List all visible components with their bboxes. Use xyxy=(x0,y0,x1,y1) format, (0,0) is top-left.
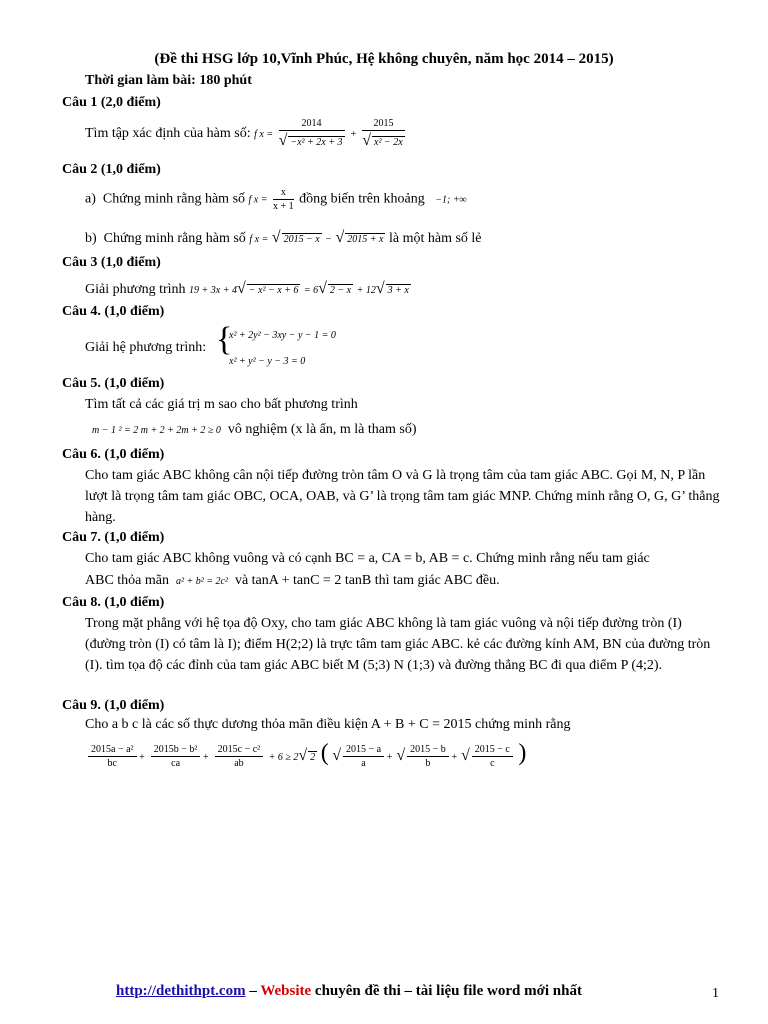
footer-website-label: Website xyxy=(260,983,312,999)
question-9-text: Cho a b c là các số thực dương thỏa mãn điều kiện A + B + C = 2015 chứng minh rằng xyxy=(85,717,571,732)
radical-1: − x² − x + 6 xyxy=(248,285,299,296)
fraction-1 xyxy=(88,744,137,769)
question-9-heading: Câu 9. (1,0 điểm) xyxy=(62,698,165,713)
question-6-heading: Câu 6. (1,0 điểm) xyxy=(62,447,165,462)
question-7-line-2 xyxy=(85,573,500,589)
question-5-formula-line xyxy=(92,422,416,438)
fraction-denominator: x + 1 xyxy=(273,201,294,212)
fraction-denominator: −x² + 2x + 3 xyxy=(290,137,343,148)
fraction-numerator: 2015 − b xyxy=(407,744,449,757)
system-equation-1: x² + 2y² − 3xy − y − 1 = 0 xyxy=(229,330,336,341)
question-2a-label: a) xyxy=(85,191,96,207)
question-3-text: Giải phương trình xyxy=(85,282,186,297)
footer-link[interactable]: http://dethithpt.com xyxy=(116,983,246,999)
time-limit: Thời gian làm bài: 180 phút xyxy=(85,73,252,88)
question-1-formula-lhs: f x = xyxy=(254,129,274,141)
question-2a-fraction xyxy=(273,187,294,212)
fraction-denominator: a xyxy=(361,758,366,770)
fraction-2 xyxy=(151,744,201,769)
question-2b-radical-1: 2015 − x xyxy=(283,234,320,245)
question-1-fraction-2: $\frac{2015}{\text{√ x² − 2x}}$ xyxy=(362,118,403,149)
equals-term: = 6 xyxy=(303,285,319,296)
question-4-heading: Câu 4. (1,0 điểm) xyxy=(62,304,165,319)
fraction-numerator: 2014 xyxy=(279,118,345,131)
question-5-formula: m − 1 ² = 2 m + 2 + 2m + 2 ≥ 0 xyxy=(92,425,221,436)
system-brace: { xyxy=(216,321,233,358)
fraction-numerator: 2015 − c xyxy=(472,744,513,757)
question-2a-formula-lhs: f x = xyxy=(248,194,268,206)
question-5-text: Tìm tất cả các giá trị m sao cho bất phương trình xyxy=(85,397,358,412)
question-2a-text: Chứng minh rằng hàm số xyxy=(102,191,246,207)
minus-sign: − xyxy=(325,234,332,245)
radical-fraction-2 xyxy=(407,744,449,769)
question-2a-interval: −1; +∞ xyxy=(435,194,467,206)
question-1-fraction-1: $\frac{2014}{\text{√ −x² + 2x + 3}}$ xyxy=(278,118,343,149)
question-7-text-a: ABC thỏa mãn xyxy=(85,573,169,588)
radical-2: 2 − x xyxy=(329,285,352,296)
radical-fraction-3 xyxy=(472,744,513,769)
fraction-denominator: ca xyxy=(171,758,181,770)
question-6-text: Cho tam giác ABC không cân nội tiếp đường tròn tâm O và G là trọng tâm của tam giác ABC. Gọi M, N, P lần lượt là trọng tâm tam giác OBC, OCA, OAB, và G’ là trọng tâm tam giác MNP. Chứng minh rằng O, G, G’ thẳng hàng. xyxy=(85,468,720,525)
question-5-tail: vô nghiệm (x là ẩn, m là tham số) xyxy=(227,422,417,437)
question-2b-text-2: là một hàm số lẻ xyxy=(388,231,482,246)
page-footer xyxy=(116,983,582,1000)
question-2a xyxy=(85,187,467,212)
question-2-heading: Câu 2 (1,0 điểm) xyxy=(62,162,161,177)
question-1-body: Tìm tập xác định của hàm số: f x = $\frac{2014}{\text{√ −x² + 2x + 3}}$ + $\frac{2015}{\text{√ x² − 2x}}$ xyxy=(85,118,403,149)
fraction-denominator: c xyxy=(490,758,495,770)
question-7-text-b: và tanA + tanC = 2 tanB thì tam giác ABC đều. xyxy=(234,573,500,588)
question-2b-label: b) xyxy=(85,231,97,246)
question-2b-formula-lhs: f x = xyxy=(249,234,269,245)
question-1-text: Tìm tập xác định của hàm số: xyxy=(85,126,251,142)
inequality-middle: + 6 ≥ 2 xyxy=(268,752,299,763)
question-3-heading: Câu 3 (1,0 điểm) xyxy=(62,255,161,270)
plus-term: + 12 xyxy=(356,285,376,296)
question-9-inequality: $\frac{\text{2015a − a²}}{bc}$ + $\frac{\text{2015b − b²}}{ca}$ + $\frac{\text{2015c − c²}}{ab}$ + 6 ≥ 2√ 2 ( √ $\frac{2015 - a}{a}$ + √ $\frac{2015 - b}{b}$ + √ $\frac{2015 - c}{c}$ ) xyxy=(86,740,526,769)
fraction-numerator: 2015 − a xyxy=(343,744,384,757)
question-8-text: Trong mặt phẳng với hệ tọa độ Oxy, cho tam giác ABC không là tam giác vuông và nội tiếp đường tròn (I) (đường tròn (I) có tâm là I); điểm H(2;2) là trực tâm tam giác ABC. kẻ các đường kính AM, BN của đường tròn (I). tìm tọa độ các đỉnh của tam giác ABC biết M (5;3) N (1;3) và đường thẳng BC đi qua điểm P (4;2). xyxy=(85,616,711,673)
question-4-text: Giải hệ phương trình: xyxy=(85,340,207,355)
fraction-denominator: x² − 2x xyxy=(374,137,403,148)
fraction-denominator: b xyxy=(425,758,431,770)
question-5-heading: Câu 5. (1,0 điểm) xyxy=(62,376,165,391)
question-1-heading: Câu 1 (2,0 điểm) xyxy=(62,95,161,110)
question-7-line-1: Cho tam giác ABC không vuông và có cạnh BC = a, CA = b, AB = c. Chứng minh rằng nếu tam giác xyxy=(85,551,650,566)
question-7-heading: Câu 7. (1,0 điểm) xyxy=(62,530,165,545)
footer-dash: – xyxy=(245,983,261,999)
question-2a-text-2: đồng biến trên khoảng xyxy=(299,191,425,207)
fraction-numerator: 2015 xyxy=(362,118,404,131)
radical-3: 3 + x xyxy=(387,285,409,296)
fraction-denominator: ab xyxy=(234,758,244,770)
radical-fraction-1 xyxy=(343,744,384,769)
fraction-numerator: 2015b − b² xyxy=(151,744,201,757)
fraction-numerator: 2015a − a² xyxy=(88,744,137,757)
fraction-denominator: bc xyxy=(107,758,117,770)
question-2b: b) Chứng minh rằng hàm số f x = √ 2015 − x − √ 2015 + x là một hàm số lẻ xyxy=(85,229,482,246)
fraction-numerator: 2015c − c² xyxy=(215,744,264,757)
fraction-numerator: x xyxy=(273,187,294,200)
question-2b-text: Chứng minh rằng hàm số xyxy=(103,231,246,246)
equation-lhs: 19 + 3x + 4 xyxy=(189,285,237,296)
footer-tagline: chuyên đề thi – tài liệu file word mới nhất xyxy=(311,983,582,999)
exam-title: (Đề thi HSG lớp 10,Vĩnh Phúc, Hệ không chuyên, năm học 2014 – 2015) xyxy=(154,51,614,67)
question-2b-radical-2: 2015 + x xyxy=(347,234,384,245)
question-3-body: Giải phương trình 19 + 3x + 4√ − x² − x + 6 = 6√ 2 − x + 12√ 3 + x xyxy=(85,280,409,297)
page-number: 1 xyxy=(712,986,719,1001)
fraction-3 xyxy=(215,744,264,769)
question-7-formula: a² + b² = 2c² xyxy=(176,576,228,587)
system-equation-2: x² + y² − y − 3 = 0 xyxy=(229,356,306,367)
question-8-heading: Câu 8. (1,0 điểm) xyxy=(62,595,165,610)
